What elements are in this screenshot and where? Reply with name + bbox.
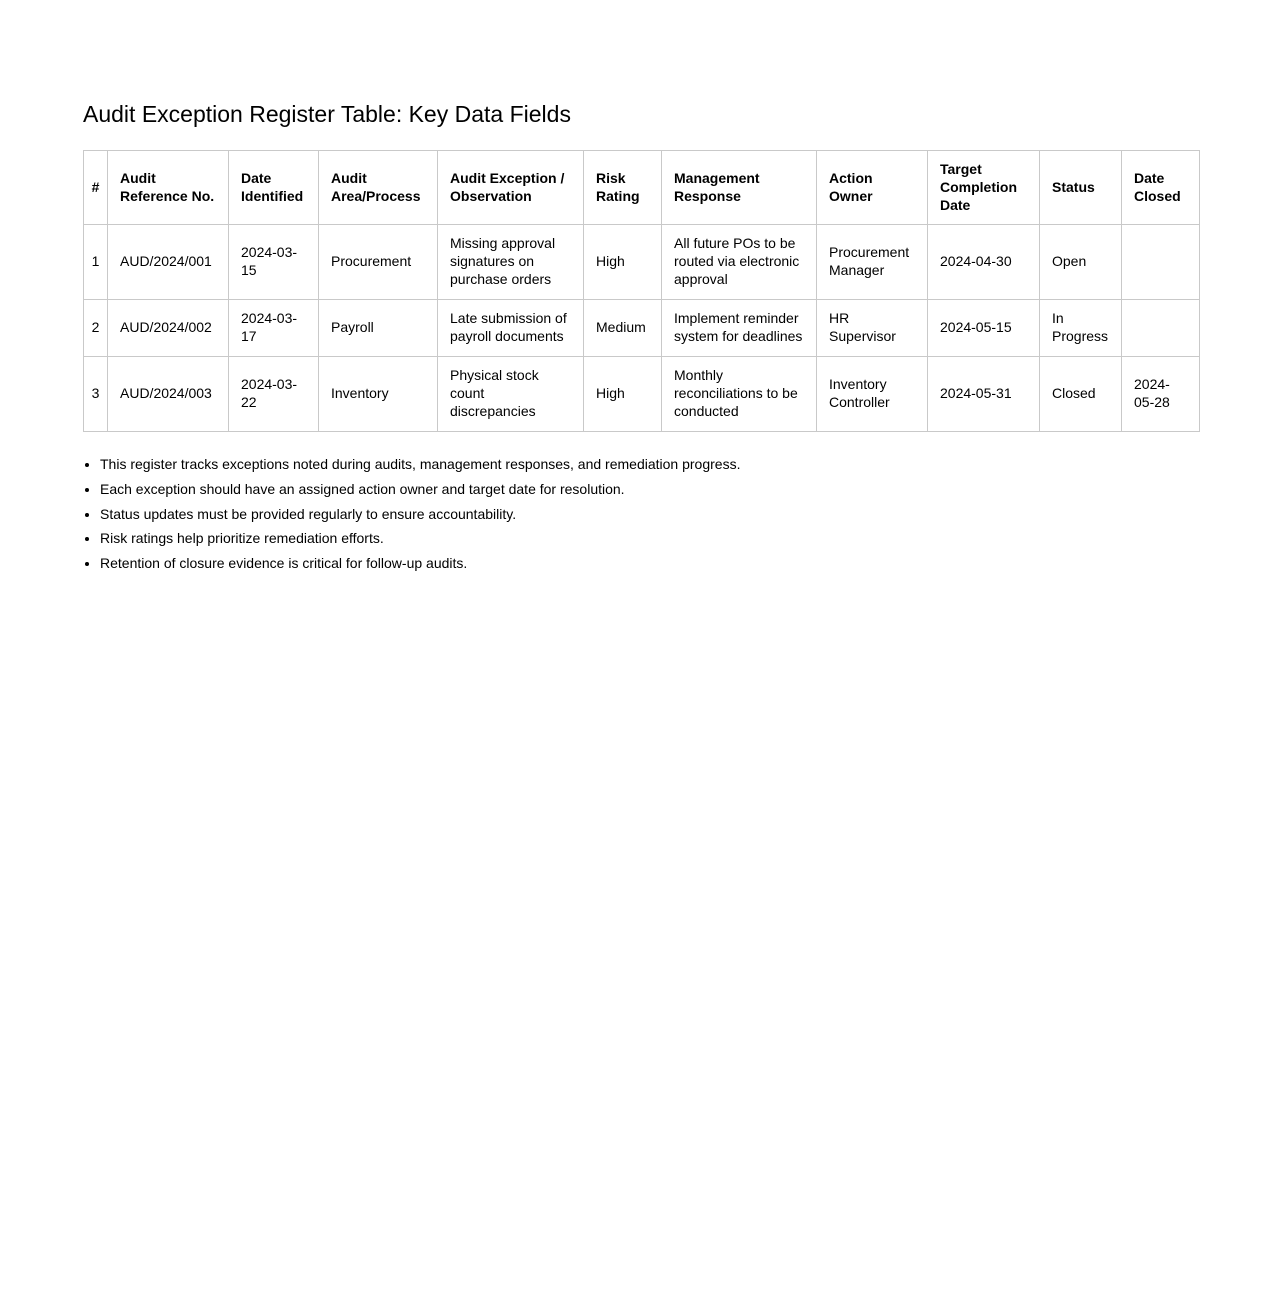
cell-target-completion-date: 2024-05-31 <box>928 357 1040 432</box>
cell-management-response: All future POs to be routed via electronic approval <box>662 225 817 300</box>
cell-audit-area: Procurement <box>319 225 438 300</box>
cell-audit-area: Inventory <box>319 357 438 432</box>
cell-date-identified: 2024-03-15 <box>229 225 319 300</box>
column-header-action-owner: Action Owner <box>817 150 928 225</box>
column-header-target-completion-date: Target Completion Date <box>928 150 1040 225</box>
cell-target-completion-date: 2024-05-15 <box>928 300 1040 357</box>
cell-exception-observation: Late submission of payroll documents <box>438 300 584 357</box>
note-item: • This register tracks exceptions noted during audits, management responses, and remediation progress. <box>100 456 1195 474</box>
cell-target-completion-date: 2024-04-30 <box>928 225 1040 300</box>
cell-exception-observation: Physical stock count discrepancies <box>438 357 584 432</box>
note-item: • Retention of closure evidence is critical for follow-up audits. <box>100 555 1195 573</box>
note-item: • Status updates must be provided regularly to ensure accountability. <box>100 506 1195 524</box>
cell-date-closed <box>1122 225 1200 300</box>
cell-audit-reference: AUD/2024/002 <box>108 300 229 357</box>
column-header-risk-rating: Risk Rating <box>584 150 662 225</box>
audit-exception-register-table <box>83 150 1200 432</box>
table-row <box>84 300 1200 357</box>
cell-management-response: Monthly reconciliations to be conducted <box>662 357 817 432</box>
table-row <box>84 225 1200 300</box>
table-header-row <box>84 150 1200 225</box>
cell-management-response: Implement reminder system for deadlines <box>662 300 817 357</box>
cell-audit-reference: AUD/2024/003 <box>108 357 229 432</box>
table-row <box>84 357 1200 432</box>
cell-action-owner: Inventory Controller <box>817 357 928 432</box>
column-header-date-closed: Date Closed <box>1122 150 1200 225</box>
cell-status: Open <box>1040 225 1122 300</box>
column-header-date-identified: Date Identified <box>229 150 319 225</box>
column-header-status: Status <box>1040 150 1122 225</box>
cell-status: In Progress <box>1040 300 1122 357</box>
column-header-management-response: Management Response <box>662 150 817 225</box>
cell-risk-rating: High <box>584 357 662 432</box>
cell-date-closed: 2024-05-28 <box>1122 357 1200 432</box>
cell-date-identified: 2024-03-22 <box>229 357 319 432</box>
cell-risk-rating: Medium <box>584 300 662 357</box>
column-header-index: # <box>84 150 108 225</box>
note-item: • Each exception should have an assigned action owner and target date for resolution. <box>100 481 1195 499</box>
cell-row-number: 1 <box>84 225 108 300</box>
cell-date-identified: 2024-03-17 <box>229 300 319 357</box>
note-item: • Risk ratings help prioritize remediation efforts. <box>100 530 1195 548</box>
cell-action-owner: HR Supervisor <box>817 300 928 357</box>
page-title: Audit Exception Register Table: Key Data Fields <box>83 101 571 127</box>
column-header-audit-area: Audit Area/Process <box>319 150 438 225</box>
column-header-audit-reference: Audit Reference No. <box>108 150 229 225</box>
cell-status: Closed <box>1040 357 1122 432</box>
cell-audit-reference: AUD/2024/001 <box>108 225 229 300</box>
notes-list <box>83 456 1195 574</box>
cell-exception-observation: Missing approval signatures on purchase orders <box>438 225 584 300</box>
cell-audit-area: Payroll <box>319 300 438 357</box>
cell-row-number: 3 <box>84 357 108 432</box>
cell-action-owner: Procurement Manager <box>817 225 928 300</box>
cell-date-closed <box>1122 300 1200 357</box>
column-header-exception-observation: Audit Exception / Observation <box>438 150 584 225</box>
cell-row-number: 2 <box>84 300 108 357</box>
cell-risk-rating: High <box>584 225 662 300</box>
